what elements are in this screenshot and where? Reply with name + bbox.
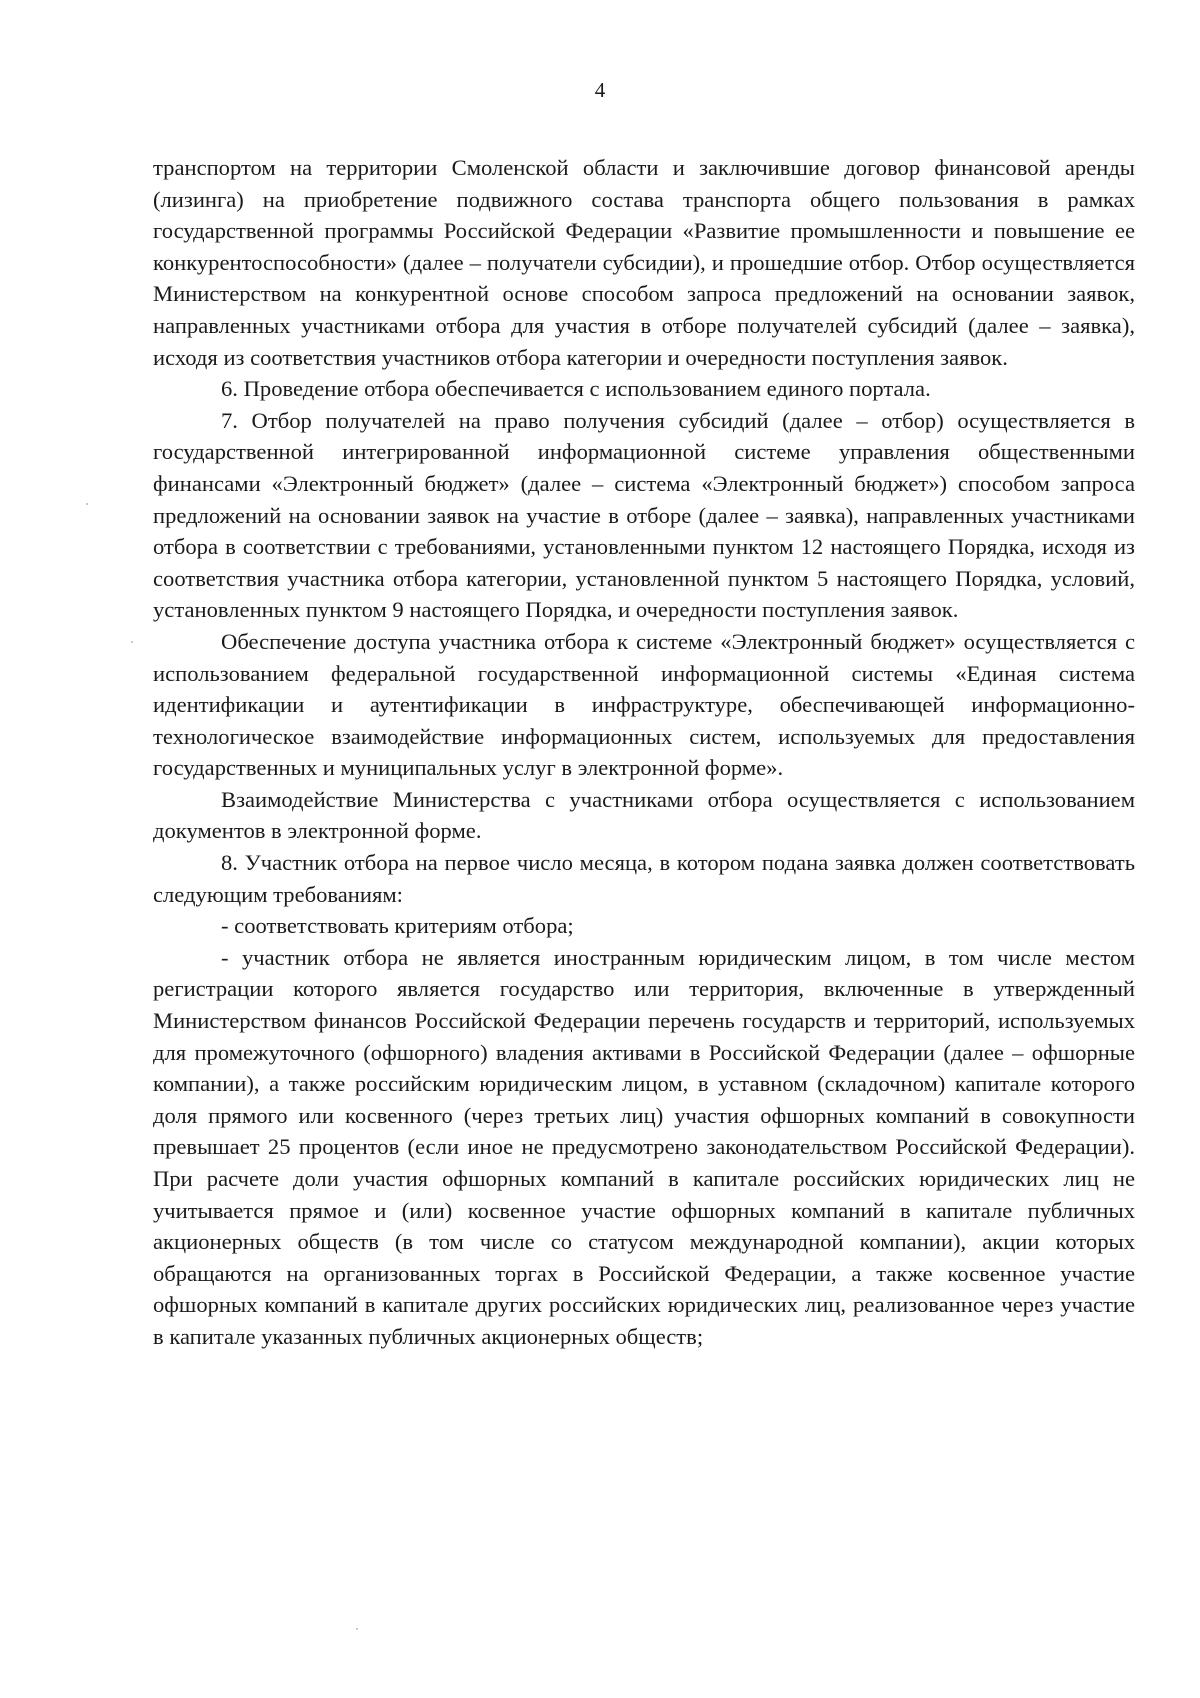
scan-speck (131, 641, 133, 643)
paragraph-continuation: транспортом на территории Смоленской области и заключившие договор финансовой аренды (лизинга) на приобретение подвижного состава транспорта общего пользования в рамках государственной программы Российской Федерации «Развитие промышленности и повышение ее конкурентоспособности» (далее – получатели субсидии), и прошедшие отбор. Отбор осуществляется Министерством на конкурентной основе способом запроса предложений на основании заявок, направленных участниками отбора для участия в отборе получателей субсидий (далее – заявка), исходя из соответствия участников отбора категории и очередности поступления заявок. (153, 155, 1135, 370)
document-body (153, 152, 1135, 1353)
paragraph-item-6: 6. Проведение отбора обеспечивается с использованием единого портала. (221, 376, 931, 402)
scan-speck (86, 503, 88, 505)
scan-speck (356, 1628, 358, 1630)
paragraph-interaction: Взаимодействие Министерства с участниками отбора осуществляется с использованием документов в электронной форме. (153, 786, 1135, 844)
paragraph-item-8: 8. Участник отбора на первое число месяца, в котором подана заявка должен соответствовать следующим требованиям: (153, 850, 1135, 907)
page-number: 4 (594, 78, 606, 102)
list-item-criteria: - соответствовать критериям отбора; (221, 913, 574, 939)
paragraph-access: Обеспечение доступа участника отбора к системе «Электронный бюджет» осуществляется с использованием федеральной государственной информационной системы «Единая система идентификации и аутентификации в инфраструктуре, обеспечивающей информационно-технологическое взаимодействие информационных систем, используемых для предоставления государственных и муниципальных услуг в электронной форме». (153, 628, 1135, 781)
list-item-offshore: - участник отбора не является иностранным юридическим лицом, в том числе местом регистрации которого является государство или территория, включенные в утвержденный Министерством финансов Российской Федерации перечень государств и территорий, используемых для промежуточного (офшорного) владения активами в Российской Федерации (далее – офшорные компании), а также российским юридическим лицом, в уставном (складочном) капитале которого доля прямого или косвенного (через третьих лиц) участия офшорных компаний в совокупности превышает 25 процентов (если иное не предусмотрено законодательством Российской Федерации). При расчете доли участия офшорных компаний в капитале российских юридических лиц не учитывается прямое и (или) косвенное участие офшорных компаний в капитале публичных акционерных обществ (в том числе со статусом международной компании), акции которых обращаются на организованных торгах в Российской Федерации, а также косвенное участие офшорных компаний в капитале других российских юридических лиц, реализованное через участие в капитале указанных публичных акционерных обществ; (153, 944, 1135, 1349)
paragraph-item-7: 7. Отбор получателей на право получения субсидий (далее – отбор) осуществляется в государственной интегрированной информационной системе управления общественными финансами «Электронный бюджет» (далее – система «Электронный бюджет») способом запроса предложений на основании заявок на участие в отборе (далее – заявка), направленных участниками отбора в соответствии с требованиями, установленными пунктом 12 настоящего Порядка, исходя из соответствия участника отбора категории, установленной пунктом 5 настоящего Порядка, условий, установленных пунктом 9 настоящего Порядка, и очередности поступления заявок. (153, 407, 1135, 623)
